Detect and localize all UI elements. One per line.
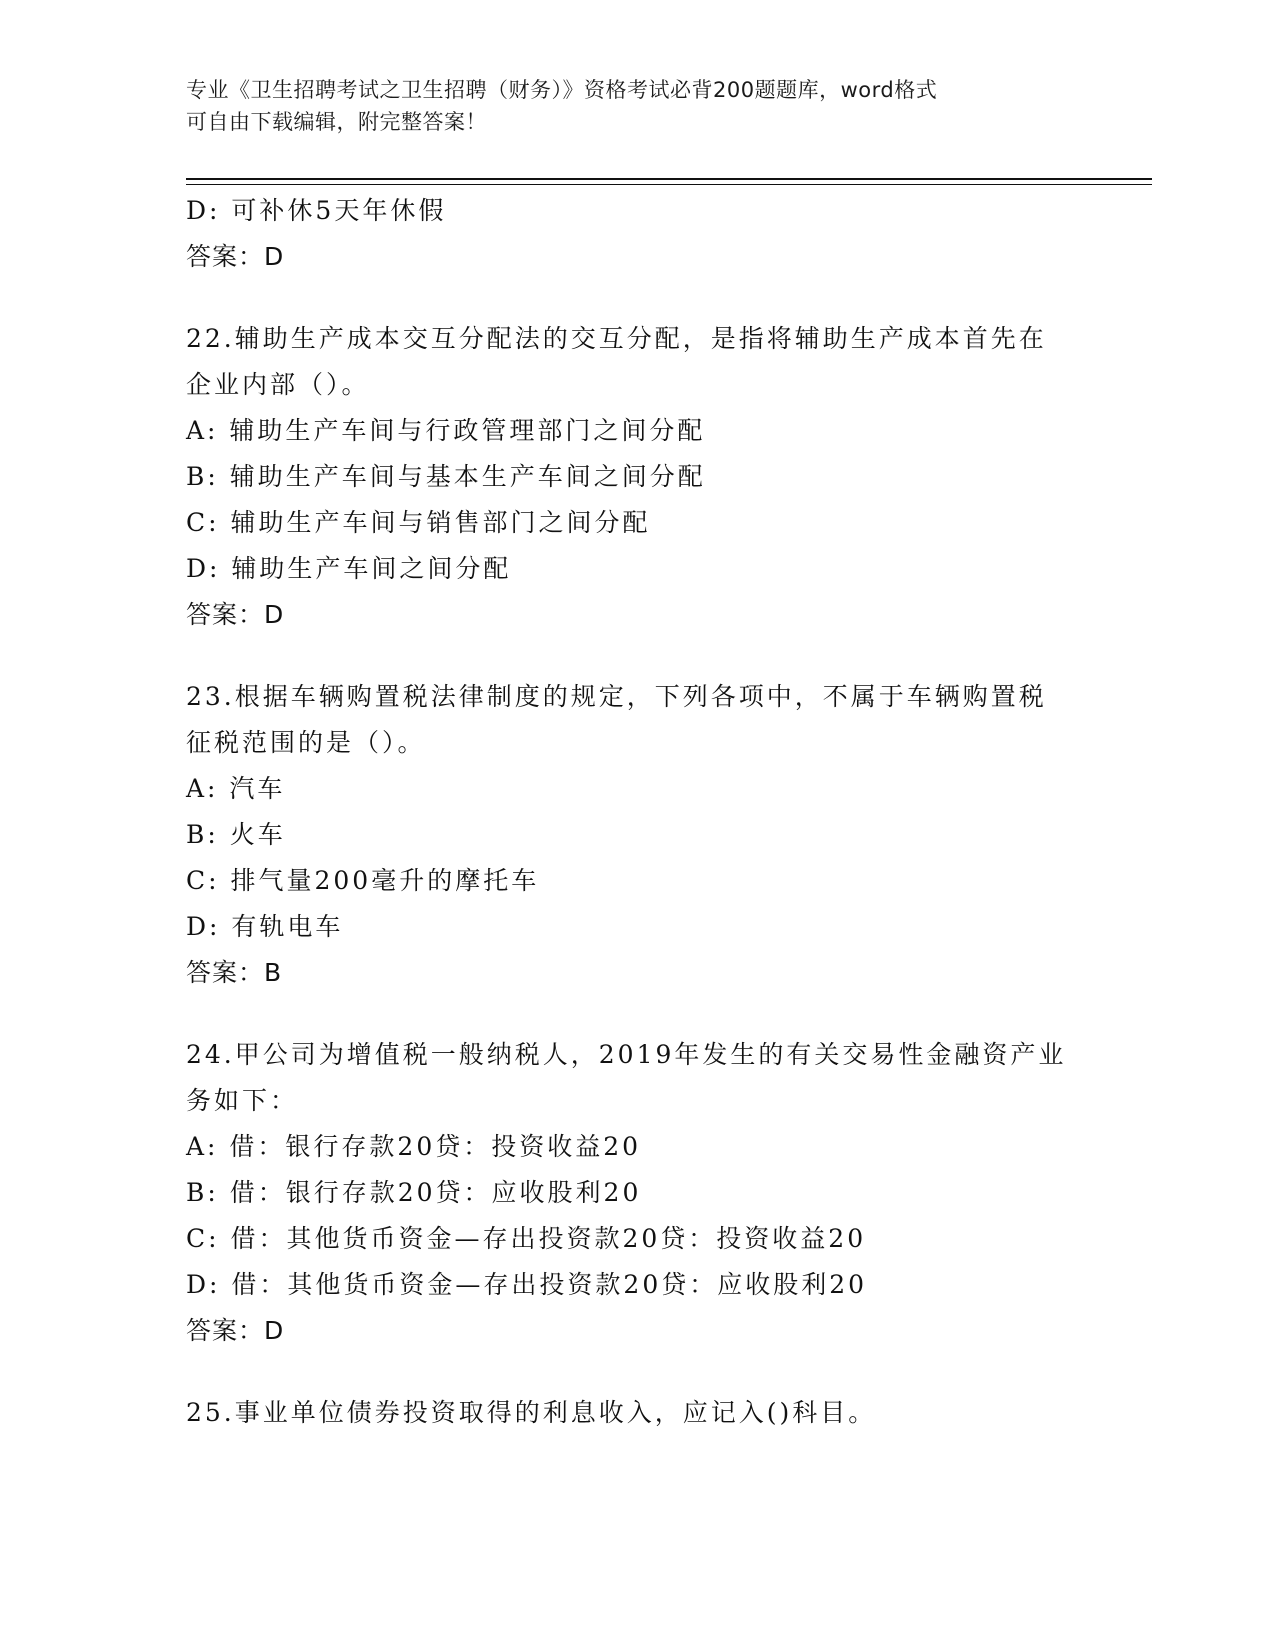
- question-23: [186, 674, 1086, 996]
- option-b: B: 借：银行存款20贷：应收股利20: [186, 1178, 642, 1207]
- question-stem-line: 24.甲公司为增值税一般纳税人，2019年发生的有关交易性金融资产业: [186, 1040, 1067, 1069]
- header-rule-thin: [186, 184, 1152, 185]
- question-stem-line: 23.根据车辆购置税法律制度的规定，下列各项中，不属于车辆购置税: [186, 682, 1047, 711]
- question-stem-line: 务如下：: [186, 1086, 299, 1115]
- question-stem-line: 企业内部（）。: [186, 370, 370, 399]
- answer: 答案：D: [186, 1316, 285, 1345]
- option-d: D: 有轨电车: [186, 912, 344, 941]
- header-line-2: 可自由下载编辑，附完整答案！: [186, 110, 487, 134]
- answer: 答案：D: [186, 600, 285, 629]
- option-c: C: 辅助生产车间与销售部门之间分配: [186, 508, 651, 537]
- option-a: A: 汽车: [186, 774, 286, 803]
- option-a: A: 借：银行存款20贷：投资收益20: [186, 1132, 642, 1161]
- question-stem-line: 25.事业单位债券投资取得的利息收入，应记入()科目。: [186, 1398, 877, 1427]
- question-25: [186, 1390, 1086, 1436]
- page-header: [186, 74, 1086, 138]
- answer: 答案：B: [186, 958, 283, 987]
- question-22: [186, 316, 1086, 638]
- carryover-block: [186, 188, 1086, 280]
- question-stem-line: 征税范围的是（）。: [186, 728, 426, 757]
- option-d: D: 借：其他货币资金—存出投资款20贷：应收股利20: [186, 1270, 868, 1299]
- header-line-1: 专业《卫生招聘考试之卫生招聘（财务）》资格考试必背200题题库，word格式: [186, 78, 938, 102]
- question-stem-line: 22.辅助生产成本交互分配法的交互分配，是指将辅助生产成本首先在: [186, 324, 1047, 353]
- document-body: [186, 188, 1086, 1436]
- option-d: D: 可补休5天年休假: [186, 196, 447, 225]
- header-rule-thick: [186, 178, 1152, 180]
- option-b: B: 辅助生产车间与基本生产车间之间分配: [186, 462, 706, 491]
- option-d: D: 辅助生产车间之间分配: [186, 554, 512, 583]
- option-b: B: 火车: [186, 820, 286, 849]
- option-c: C: 排气量200毫升的摩托车: [186, 866, 540, 895]
- question-24: [186, 1032, 1086, 1354]
- option-a: A: 辅助生产车间与行政管理部门之间分配: [186, 416, 706, 445]
- answer: 答案：D: [186, 242, 285, 271]
- option-c: C: 借：其他货币资金—存出投资款20贷：投资收益20: [186, 1224, 867, 1253]
